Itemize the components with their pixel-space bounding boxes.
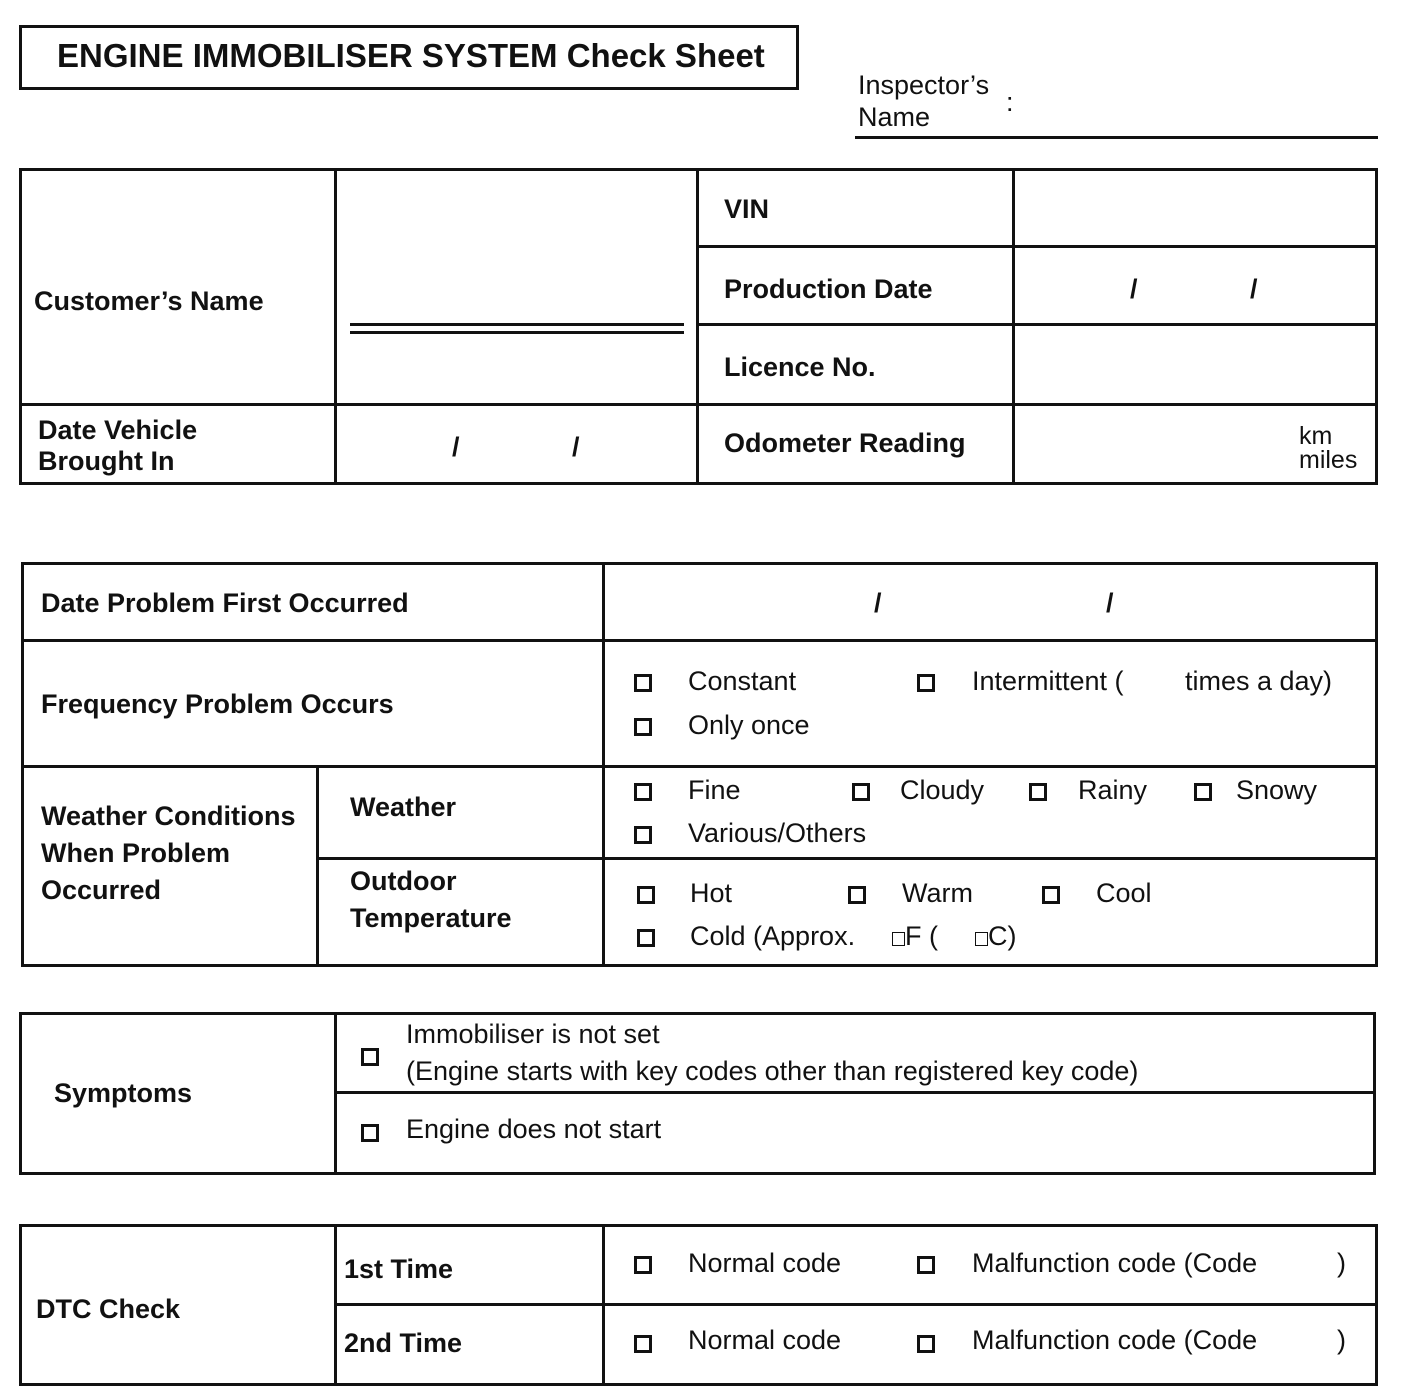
weather-cloudy-label: Cloudy — [900, 775, 985, 805]
inspector-name-line[interactable] — [855, 136, 1378, 139]
temp-hot-label: Hot — [690, 878, 733, 908]
dtc-1st-malfunction-label: Malfunction code (Code — [972, 1248, 1258, 1278]
production-date-slash-1: / — [1130, 274, 1138, 304]
symptoms-label: Symptoms — [54, 1078, 193, 1108]
vin-label: VIN — [724, 194, 770, 224]
odometer-km-unit: km — [1299, 422, 1333, 450]
temp-c-label: C) — [988, 921, 1017, 951]
licence-field[interactable] — [1017, 328, 1373, 402]
checkbox-snowy[interactable] — [1194, 783, 1212, 801]
temp-warm-label: Warm — [902, 878, 973, 908]
degree-c-box-icon — [975, 932, 988, 946]
checkbox-engine-does-not-start[interactable] — [361, 1124, 379, 1142]
first-occurred-slash-2: / — [1106, 588, 1114, 618]
date-brought-slash-2: / — [572, 432, 580, 462]
symptom-2-label: Engine does not start — [406, 1114, 662, 1144]
first-occurred-slash-1: / — [874, 588, 882, 618]
inspector-colon: : — [1006, 87, 1014, 117]
date-brought-label-line1: Date Vehicle — [38, 415, 198, 445]
outdoor-temperature-label-line1: Outdoor — [350, 866, 457, 896]
checkbox-cold[interactable] — [637, 929, 655, 947]
dtc-2nd-close-paren: ) — [1337, 1325, 1346, 1355]
weather-fine-label: Fine — [688, 775, 741, 805]
checkbox-various-others[interactable] — [634, 826, 652, 844]
vin-field[interactable] — [1017, 172, 1373, 244]
checkbox-cool[interactable] — [1042, 886, 1060, 904]
checkbox-2nd-malfunction-code[interactable] — [917, 1335, 935, 1353]
inspector-label-line2: Name — [858, 102, 931, 132]
production-date-label: Production Date — [724, 274, 933, 304]
checkbox-fine[interactable] — [634, 783, 652, 801]
temp-f-label: F ( — [905, 921, 938, 951]
outdoor-temperature-label-line2: Temperature — [350, 903, 512, 933]
dtc-first-time-label: 1st Time — [344, 1254, 454, 1284]
weather-various-label: Various/Others — [688, 818, 867, 848]
temp-cool-label: Cool — [1096, 878, 1152, 908]
date-brought-slash-1: / — [452, 432, 460, 462]
dtc-2nd-normal-label: Normal code — [688, 1325, 842, 1355]
freq-constant-label: Constant — [688, 666, 797, 696]
checkbox-intermittent[interactable] — [917, 674, 935, 692]
checkbox-constant[interactable] — [634, 674, 652, 692]
temp-fahrenheit — [892, 921, 938, 952]
customer-name-line[interactable] — [350, 323, 684, 326]
temp-celsius — [975, 921, 1017, 952]
frequency-label: Frequency Problem Occurs — [41, 689, 394, 719]
checkbox-rainy[interactable] — [1029, 783, 1047, 801]
symptom-1-line1: Immobiliser is not set — [406, 1019, 660, 1049]
freq-intermittent-label: Intermittent ( — [972, 666, 1124, 696]
checkbox-2nd-normal-code[interactable] — [634, 1335, 652, 1353]
page-title: ENGINE IMMOBILISER SYSTEM Check Sheet — [57, 37, 765, 74]
dtc-2nd-malfunction-label: Malfunction code (Code — [972, 1325, 1258, 1355]
weather-label: Weather — [350, 792, 457, 822]
inspector-label-line1: Inspector’s — [858, 70, 990, 100]
weather-conditions-label-line3: Occurred — [41, 875, 162, 905]
freq-only-once-label: Only once — [688, 710, 810, 740]
checkbox-only-once[interactable] — [634, 718, 652, 736]
dtc-second-time-label: 2nd Time — [344, 1328, 463, 1358]
degree-f-box-icon — [892, 932, 905, 946]
temp-cold-label: Cold (Approx. — [690, 921, 856, 951]
production-date-slash-2: / — [1250, 274, 1258, 304]
dtc-1st-close-paren: ) — [1337, 1248, 1346, 1278]
licence-label: Licence No. — [724, 352, 876, 382]
dtc-check-label: DTC Check — [36, 1294, 181, 1324]
freq-times-a-day-label: times a day) — [1185, 666, 1333, 696]
weather-conditions-label-line2: When Problem — [41, 838, 231, 868]
weather-conditions-label-line1: Weather Conditions — [41, 801, 296, 831]
odometer-miles-unit: miles — [1299, 446, 1358, 474]
checkbox-1st-malfunction-code[interactable] — [917, 1256, 935, 1274]
date-brought-label-line2: Brought In — [38, 446, 175, 476]
odometer-label: Odometer Reading — [724, 428, 966, 458]
customer-name-label: Customer’s Name — [34, 286, 264, 316]
dtc-1st-normal-label: Normal code — [688, 1248, 842, 1278]
checkbox-hot[interactable] — [637, 886, 655, 904]
weather-rainy-label: Rainy — [1078, 775, 1148, 805]
checkbox-immobiliser-not-set[interactable] — [361, 1048, 379, 1066]
checkbox-1st-normal-code[interactable] — [634, 1256, 652, 1274]
checkbox-cloudy[interactable] — [852, 783, 870, 801]
checkbox-warm[interactable] — [848, 886, 866, 904]
symptom-1-line2: (Engine starts with key codes other than registered key code) — [406, 1056, 1139, 1086]
first-occurred-label: Date Problem First Occurred — [41, 588, 409, 618]
weather-snowy-label: Snowy — [1236, 775, 1318, 805]
